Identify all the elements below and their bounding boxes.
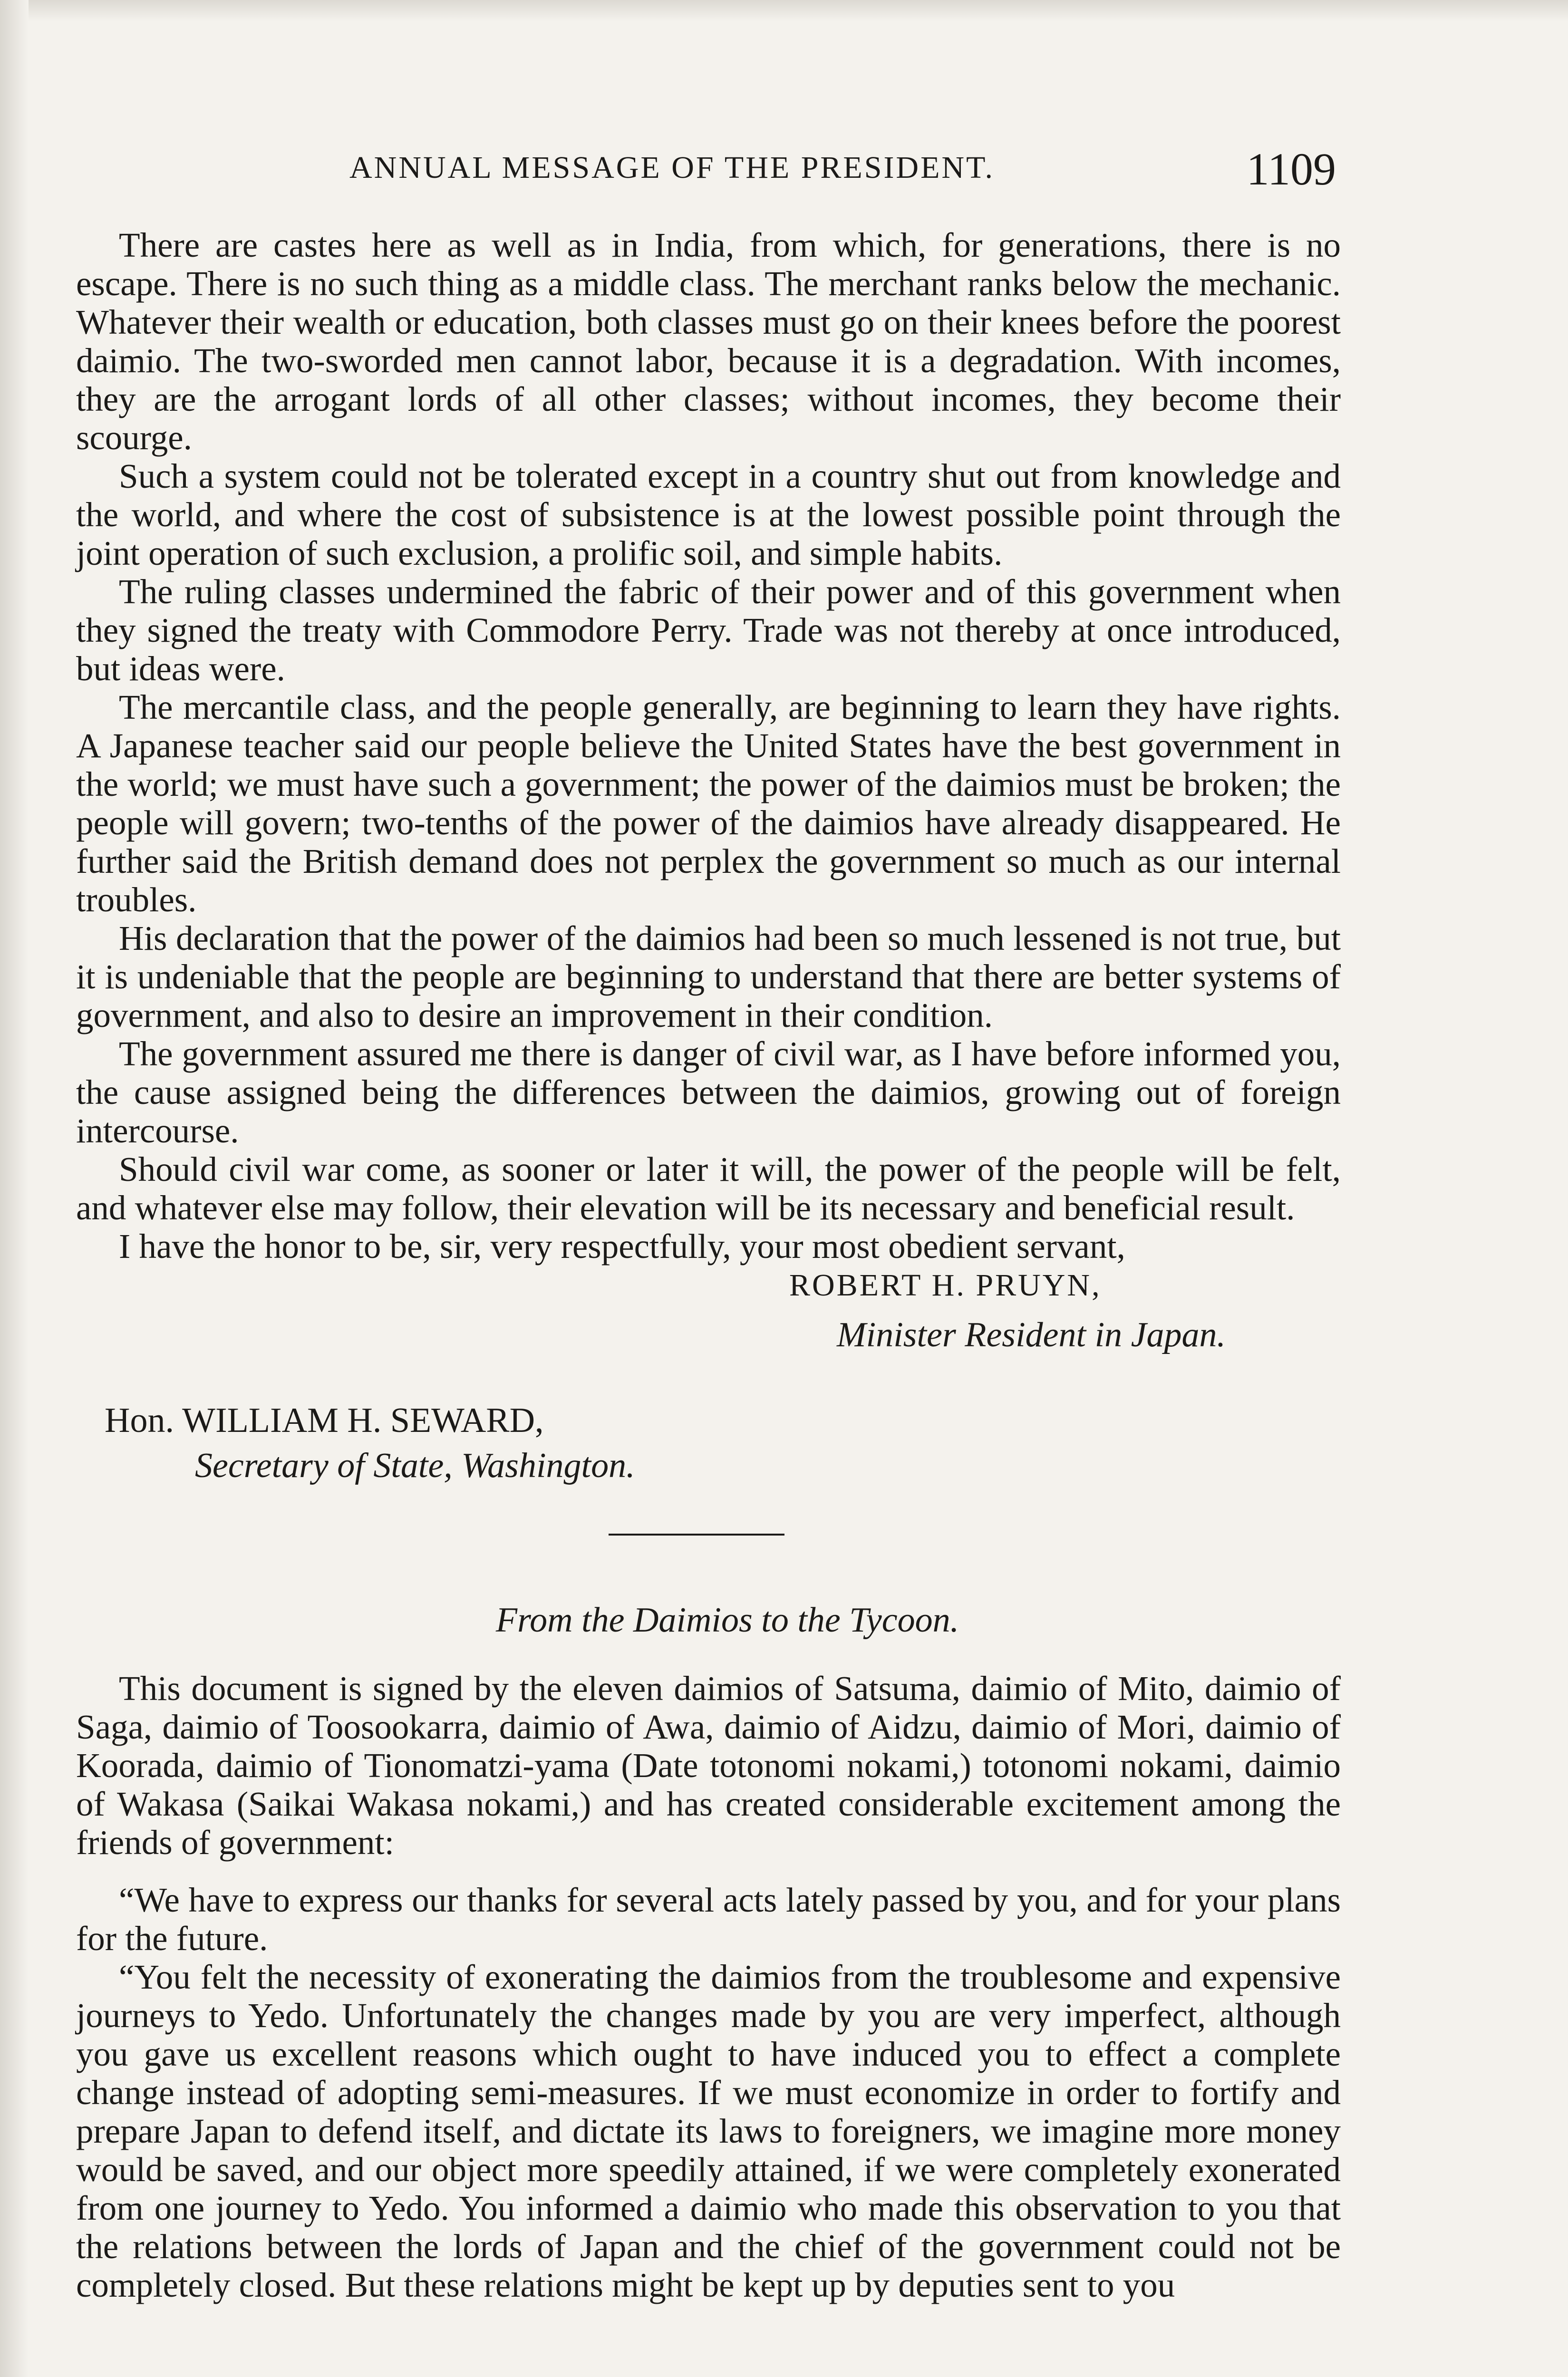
paragraph-closing: I have the honor to be, sir, very respectfully, your most obedient servant, [119, 1227, 1125, 1266]
paragraph-civil-war-danger: The government assured me there is danger of civil war, as I have before informed you, the cause assigned being the differences between the daimios, growing out of foreign intercourse. [76, 1034, 1341, 1150]
signature-title: Minister Resident in Japan. [837, 1315, 1226, 1354]
paragraph-declaration: His declaration that the power of the daimios had been so much lessened is not true, but it is undeniable that the people are beginning to understand that there are better systems of government, and also to desire an improvement in their condition. [76, 919, 1341, 1034]
paragraph-mercantile-class: The mercantile class, and the people generally, are beginning to learn they have rights. A Japanese teacher said our people believe the United States have the best government in the world; we must have such a government; the power of the daimios must be broken; the people will govern; two-tenths of the power of the daimios have already disappeared. He further said the British demand does not perplex the government so much as our internal troubles. [76, 688, 1341, 919]
paragraph-ruling-classes: The ruling classes undermined the fabric of their power and of this government when they signed the treaty with Commodore Perry. Trade was not thereby at once introduced, but ideas were. [76, 572, 1341, 688]
page-left-edge-shadow [0, 0, 29, 2377]
paragraph-should-civil-war: Should civil war come, as sooner or later it will, the power of the people will be felt, and whatever else may follow, their elevation will be its necessary and beneficial result. [76, 1150, 1341, 1227]
paragraph-castes: There are castes here as well as in India, from which, for generations, there is no escape. There is no such thing as a middle class. The merchant ranks below the mechanic. Whatever their wealth or education, both classes must go on their knees before the poorest daimio. The two-sworded men cannot labor, because it is a degradation. With incomes, they are the arrogant lords of all other classes; without incomes, they become their scourge. [76, 226, 1341, 457]
section-title: From the Daimios to the Tycoon. [495, 1601, 959, 1640]
horizontal-rule [609, 1534, 784, 1536]
paragraph-system: Such a system could not be tolerated except in a country shut out from knowledge and the world, and where the cost of subsistence is at the lowest possible point through the joint operation of such exclusion, a prolific soil, and simple habits. [76, 457, 1341, 572]
page-top-edge-shadow [0, 0, 1568, 21]
main-text-block [76, 226, 1341, 2304]
paragraph-thanks: “We have to express our thanks for several acts lately passed by you, and for your plans for the future. [76, 1881, 1341, 1958]
addressee-name: Hon. WILLIAM H. SEWARD, [105, 1401, 544, 1440]
page-header [76, 143, 1341, 204]
section-divider [76, 1515, 1341, 1600]
paragraph-document-signed: This document is signed by the eleven daimios of Satsuma, daimio of Mito, daimio of Saga, daimio of Toosookarra, daimio of Awa, daimio of Aidzu, daimio of Mori, daimio of Koorada, daimio of Tionomatzi-yama (Date totonomi nokami,) totonomi nokami, daimio of Wakasa (Saikai Wakasa nokami,) and has created considerable excitement among the friends of government: [76, 1669, 1341, 1862]
paragraph-gap [76, 1862, 1341, 1881]
addressee-title: Secretary of State, Washington. [195, 1446, 635, 1485]
addressee-block [76, 1396, 1341, 1515]
running-head: ANNUAL MESSAGE OF THE PRESIDENT. [349, 150, 995, 185]
paragraph-necessity: “You felt the necessity of exonerating the daimios from the troublesome and expensive journeys to Yedo. Unfortunately the changes made by you are very imperfect, although you gave us excellent reasons which ought to have induced you to effect a complete change instead of adopting semi-measures. If we must economize in order to fortify and prepare Japan to defend itself, and dictate its laws to foreigners, we imagine more money would be saved, and our object more speedily attained, if we were completely exonerated from one journey to Yedo. You informed a daimio who made this observation to you that the relations between the lords of Japan and the chief of the government could not be completely closed. But these relations might be kept up by deputies sent to you [76, 1958, 1341, 2304]
signature-block [76, 1267, 1341, 1396]
page-number: 1109 [1246, 144, 1336, 194]
signature-name: ROBERT H. PRUYN, [789, 1268, 1102, 1303]
